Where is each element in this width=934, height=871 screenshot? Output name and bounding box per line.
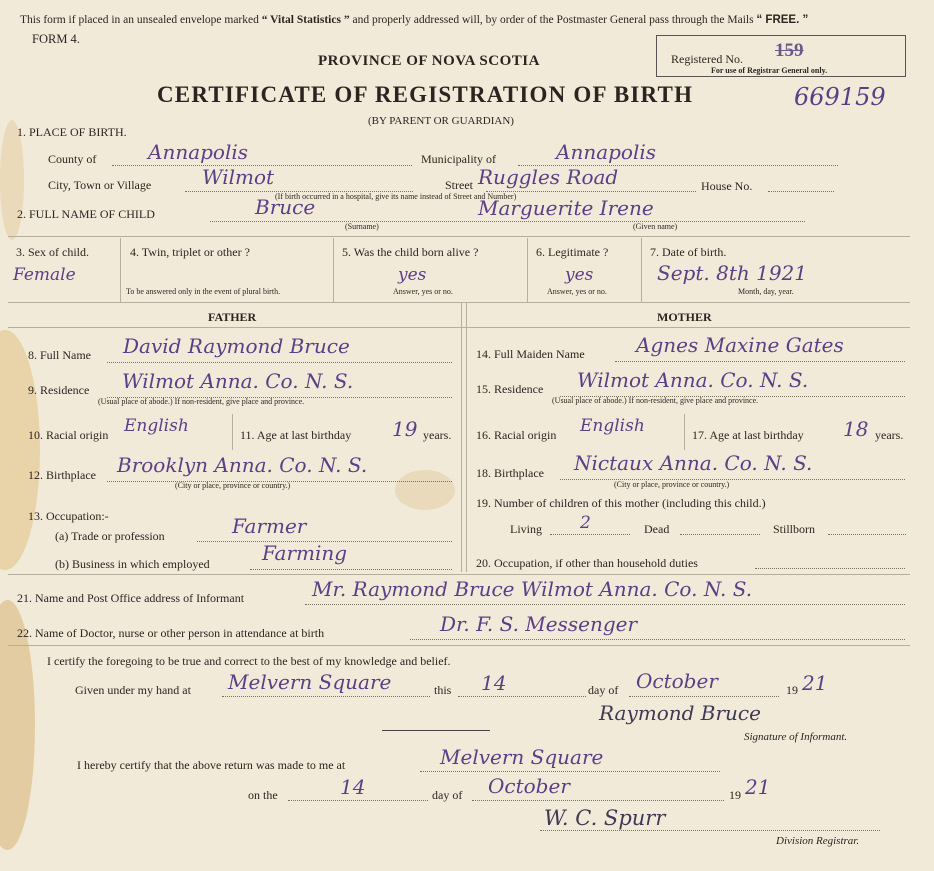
day-of-label: day of bbox=[588, 683, 619, 697]
registered-number: 159 bbox=[775, 40, 804, 61]
business-value: Farming bbox=[262, 541, 348, 565]
doctor-label: 22. Name of Doctor, nurse or other person in attendance at birth bbox=[17, 626, 325, 640]
informant-label: 21. Name and Post Office address of Informant bbox=[17, 591, 245, 605]
given-under-hand-label: Given under my hand at bbox=[75, 683, 191, 697]
street-line bbox=[486, 191, 696, 192]
mother-age-value: 18 bbox=[843, 417, 869, 441]
dead-label: Dead bbox=[644, 522, 670, 536]
children-count-label: 19. Number of children of this mother (including this child.) bbox=[476, 496, 766, 510]
registrar-place-value: Melvern Square bbox=[440, 745, 604, 769]
mother-occupation-line bbox=[755, 568, 905, 569]
house-number-label: House No. bbox=[701, 179, 753, 193]
registrar-signature: W. C. Spurr bbox=[544, 806, 666, 830]
father-birthplace-label: 12. Birthplace bbox=[28, 468, 96, 482]
child-given-name-value: Marguerite Irene bbox=[478, 196, 654, 220]
registration-number-box bbox=[656, 35, 906, 77]
parents-divider bbox=[461, 302, 462, 572]
dead-line bbox=[680, 534, 760, 535]
registrar-signature-label: Division Registrar. bbox=[776, 835, 860, 847]
registrar-statement: I hereby certify that the above return was made to me at bbox=[77, 758, 346, 772]
mother-racial-value: English bbox=[580, 416, 645, 436]
mother-racial-label: 16. Racial origin bbox=[476, 428, 557, 442]
this-label: this bbox=[434, 683, 452, 697]
doctor-line bbox=[410, 639, 905, 640]
row-divider bbox=[8, 574, 910, 575]
column-divider bbox=[333, 238, 334, 302]
mother-name-line bbox=[615, 361, 905, 362]
county-label: County of bbox=[48, 152, 97, 166]
given-year-prefix: 19 bbox=[786, 683, 798, 697]
born-alive-label: 5. Was the child born alive ? bbox=[342, 245, 479, 259]
hospital-note: (If birth occurred in a hospital, give its name instead of Street and Number) bbox=[275, 192, 517, 201]
certify-statement: I certify the foregoing to be true and correct to the best of my knowledge and belief. bbox=[47, 654, 451, 668]
row-divider bbox=[8, 302, 910, 303]
certificate-subtitle: (BY PARENT OR GUARDIAN) bbox=[368, 115, 514, 127]
living-label: Living bbox=[510, 522, 542, 536]
row-divider bbox=[8, 327, 910, 328]
child-name-line bbox=[210, 221, 805, 222]
registrar-month-line bbox=[472, 800, 724, 801]
surname-note: (Surname) bbox=[345, 222, 379, 231]
city-value: Wilmot bbox=[202, 165, 275, 189]
given-name-note: (Given name) bbox=[633, 222, 678, 231]
informant-value: Mr. Raymond Bruce Wilmot Anna. Co. N. S. bbox=[312, 577, 753, 601]
municipality-value: Annapolis bbox=[556, 140, 657, 164]
father-years-label: years. bbox=[423, 428, 452, 442]
legitimate-value: yes bbox=[565, 265, 594, 285]
registrar-day-value: 14 bbox=[340, 775, 366, 799]
trade-label: (a) Trade or profession bbox=[55, 529, 165, 543]
registrar-signature-line bbox=[540, 830, 880, 831]
registrar-year-prefix: 19 bbox=[729, 788, 741, 802]
city-label: City, Town or Village bbox=[48, 178, 152, 192]
given-month-line bbox=[629, 696, 779, 697]
living-line bbox=[550, 534, 630, 535]
mother-birthplace-value: Nictaux Anna. Co. N. S. bbox=[574, 451, 813, 475]
living-value: 2 bbox=[580, 513, 591, 533]
date-of-birth-label: 7. Date of birth. bbox=[650, 245, 727, 259]
column-divider bbox=[527, 238, 528, 302]
mother-years-label: years. bbox=[875, 428, 904, 442]
child-name-label: 2. FULL NAME OF CHILD bbox=[17, 207, 155, 221]
business-label: (b) Business in which employed bbox=[55, 557, 210, 571]
informant-signature: Raymond Bruce bbox=[599, 701, 761, 725]
mother-birthplace-label: 18. Birthplace bbox=[476, 466, 544, 480]
mother-residence-label: 15. Residence bbox=[476, 382, 544, 396]
father-residence-note: (Usual place of abode.) If non-resident, give place and province. bbox=[98, 397, 305, 406]
twin-note: To be answered only in the event of plural birth. bbox=[126, 287, 281, 296]
postal-notice: This form if placed in an unsealed envelope marked “ Vital Statistics ” and properly addressed will, by order of the Postmaster General pass through the Mails “ FREE. ” bbox=[20, 14, 809, 26]
legitimate-note: Answer, yes or no. bbox=[547, 287, 607, 296]
on-the-label: on the bbox=[248, 788, 278, 802]
certificate-number: 669159 bbox=[794, 83, 886, 111]
mother-heading: MOTHER bbox=[657, 310, 712, 324]
paper-stain bbox=[0, 330, 40, 570]
mother-occupation-label: 20. Occupation, if other than household duties bbox=[476, 556, 698, 570]
business-line bbox=[250, 569, 452, 570]
sex-value: Female bbox=[13, 265, 76, 285]
cell-divider bbox=[684, 414, 685, 450]
column-divider bbox=[120, 238, 121, 302]
certificate-title: CERTIFICATE OF REGISTRATION OF BIRTH bbox=[157, 82, 694, 107]
father-name-line bbox=[107, 362, 452, 363]
mother-birthplace-note: (City or place, province or country.) bbox=[614, 480, 730, 489]
paper-stain bbox=[395, 470, 455, 510]
street-label: Street bbox=[445, 178, 473, 192]
father-birthplace-value: Brooklyn Anna. Co. N. S. bbox=[117, 453, 368, 477]
street-value: Ruggles Road bbox=[478, 165, 619, 189]
county-value: Annapolis bbox=[148, 140, 249, 164]
father-residence-value: Wilmot Anna. Co. N. S. bbox=[122, 369, 354, 393]
date-of-birth-value: Sept. 8th 1921 bbox=[657, 261, 807, 285]
stillborn-label: Stillborn bbox=[773, 522, 816, 536]
registrar-year-value: 21 bbox=[745, 775, 771, 799]
child-surname-value: Bruce bbox=[255, 195, 316, 219]
father-name-label: 8. Full Name bbox=[28, 348, 91, 362]
mother-name-label: 14. Full Maiden Name bbox=[476, 347, 585, 361]
given-place-value: Melvern Square bbox=[228, 670, 392, 694]
born-alive-note: Answer, yes or no. bbox=[393, 287, 453, 296]
father-birthplace-note: (City or place, province or country.) bbox=[175, 481, 291, 490]
registrar-month-value: October bbox=[488, 774, 570, 798]
parents-divider bbox=[466, 302, 467, 572]
registrar-place-line bbox=[420, 771, 720, 772]
informant-signature-label: Signature of Informant. bbox=[744, 731, 848, 743]
trade-value: Farmer bbox=[232, 514, 307, 538]
registrar-day-of-label: day of bbox=[432, 788, 463, 802]
province-heading: PROVINCE OF NOVA SCOTIA bbox=[318, 53, 540, 69]
legitimate-label: 6. Legitimate ? bbox=[536, 245, 609, 259]
doctor-value: Dr. F. S. Messenger bbox=[440, 612, 638, 636]
father-residence-label: 9. Residence bbox=[28, 383, 90, 397]
mother-residence-note: (Usual place of abode.) If non-resident, give place and province. bbox=[552, 396, 759, 405]
signature-rule bbox=[382, 730, 490, 731]
given-day-value: 14 bbox=[481, 671, 507, 695]
given-day-line bbox=[458, 696, 586, 697]
mother-birthplace-line bbox=[560, 479, 905, 480]
father-age-label: 11. Age at last birthday bbox=[240, 428, 352, 442]
given-place-line bbox=[222, 696, 430, 697]
place-of-birth-heading: 1. PLACE OF BIRTH. bbox=[17, 125, 127, 139]
father-occupation-label: 13. Occupation:- bbox=[28, 509, 109, 523]
father-racial-label: 10. Racial origin bbox=[28, 428, 109, 442]
row-divider bbox=[8, 236, 910, 237]
born-alive-value: yes bbox=[398, 265, 427, 285]
given-year-value: 21 bbox=[802, 671, 828, 695]
father-name-value: David Raymond Bruce bbox=[123, 334, 350, 358]
mother-age-label: 17. Age at last birthday bbox=[692, 428, 804, 442]
father-age-value: 19 bbox=[392, 417, 418, 441]
form-number: FORM 4. bbox=[32, 32, 80, 46]
twin-label: 4. Twin, triplet or other ? bbox=[130, 245, 250, 259]
cell-divider bbox=[232, 414, 233, 450]
row-divider bbox=[8, 645, 910, 646]
informant-line bbox=[305, 604, 905, 605]
given-month-value: October bbox=[636, 669, 718, 693]
father-racial-value: English bbox=[124, 416, 189, 436]
house-number-line bbox=[768, 191, 834, 192]
father-heading: FATHER bbox=[208, 310, 257, 324]
registrar-day-line bbox=[288, 800, 428, 801]
sex-label: 3. Sex of child. bbox=[16, 245, 89, 259]
stillborn-line bbox=[828, 534, 906, 535]
municipality-label: Municipality of bbox=[421, 152, 496, 166]
mother-name-value: Agnes Maxine Gates bbox=[636, 333, 844, 357]
registered-label: Registered No. bbox=[671, 52, 743, 66]
registrar-general-note: For use of Registrar General only. bbox=[711, 66, 828, 75]
mother-residence-value: Wilmot Anna. Co. N. S. bbox=[577, 368, 809, 392]
column-divider bbox=[641, 238, 642, 302]
date-of-birth-note: Month, day, year. bbox=[738, 287, 794, 296]
